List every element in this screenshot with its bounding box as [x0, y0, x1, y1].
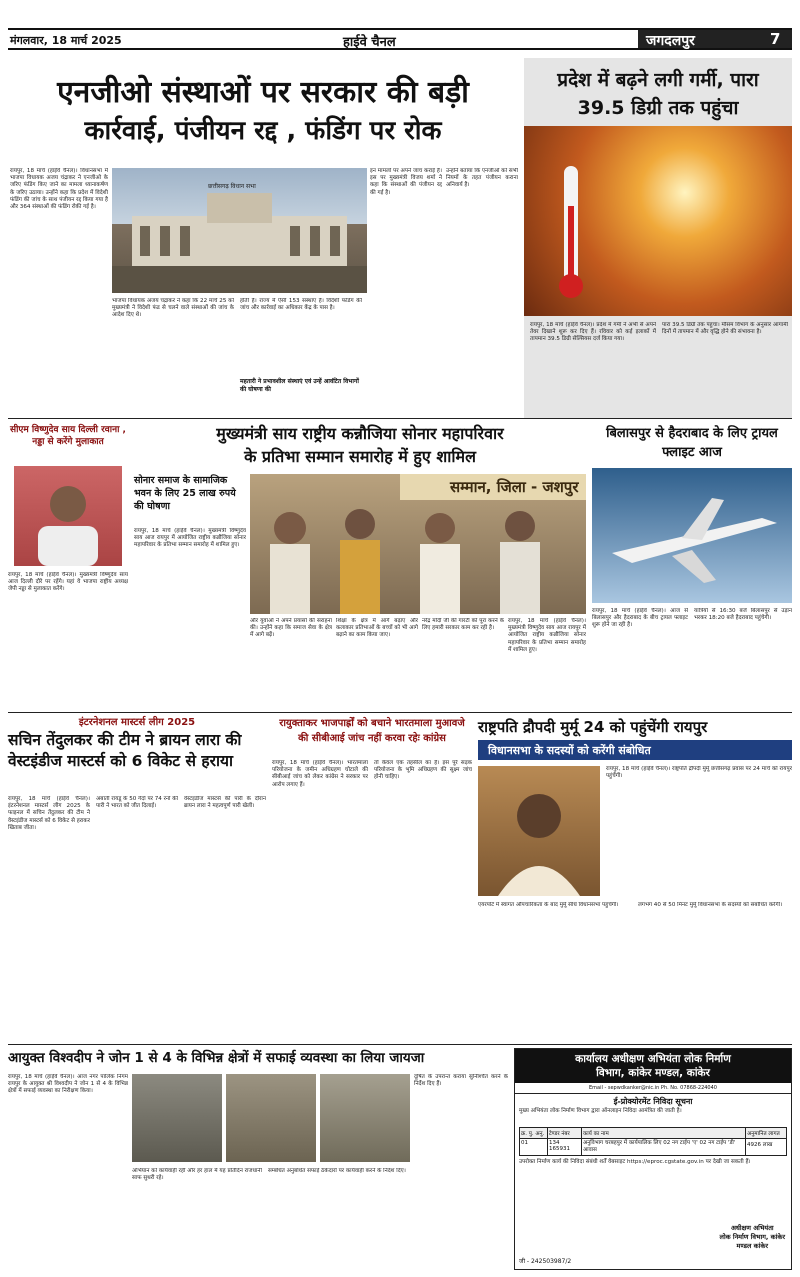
sonar-headline: [134, 422, 586, 468]
heat-col2: पारा 39.5 डिग्री तक पहुंचा। मौसम विभाग के अनुसार आगामी दिनों में तापमान में और वृद्धि होने की संभावना है।: [662, 322, 788, 336]
president-col2: एयरपोर्ट में स्वागत औपचारिकता के बाद मुर्मू सीधे विधानसभा पहुंचेंगी।: [478, 902, 619, 908]
president-story: [478, 716, 792, 1042]
lead-col5: उन्होंने बताया कि एनजीओ को सभी नियमों के तहत पंजीयन कराना अनिवार्य है।: [446, 168, 518, 189]
sonar-col4: नरेंद्र मोदी जी की गारंटी को पूरा करने के लिए हमारी सरकार काम कर रही है।: [422, 618, 504, 632]
sonar-col5: रायपुर, 18 मार्च (हाईवे चैनल)। मुख्यमंत्री विष्णुदेव साय आज रायपुर में आयोजित राष्ट्रीय कन्नौजिया सोनार महापरिवार के प्रतिभा सम्मान समारोह में शामिल हुए।: [508, 618, 586, 653]
sports-col3: वेस्टइंडीज मास्टर्स की पारी के दौरान ब्रायन लारा ने महत्वपूर्ण पारी खेली।: [184, 796, 266, 810]
congress-story: [272, 716, 472, 1042]
tender-signature-line2: लोक निर्माण विभाग, कांकेर: [719, 1233, 785, 1241]
flight-col1: रायपुर, 18 मार्च (हाईवे चैनल)। आज से बिलासपुर और हैदराबाद के बीच ट्रायल फ्लाइट शुरू होने जा रही है।: [592, 608, 688, 629]
cleanliness-photo-2: [226, 1074, 316, 1162]
lead-photo-assembly: [112, 168, 367, 293]
tender-cell-serial: 01: [520, 1139, 548, 1155]
tender-cell-number-b: 165931: [549, 1146, 570, 1152]
cleanliness-col4: दूषित के उपरान्त कराया सुनिश्चित करने के निर्देश दिए हैं।: [414, 1074, 508, 1088]
flight-photo-airplane: [592, 468, 792, 603]
sports-col2: अंबाती रायडू के 50 गेंदों पर 74 रनों की पारी ने भारत को जीत दिलाई।: [96, 796, 178, 810]
heat-story: [524, 58, 792, 418]
tender-signature-line1: अधीक्षण अभियंता: [730, 1224, 774, 1232]
cm-delhi-text: रायपुर, 18 मार्च (हाईवे चैनल)। मुख्यमंत्री विष्णुदेव साय आज दिल्ली दौरे पर रहेंगे। यहां वे भाजपा राष्ट्रीय अध्यक्ष जेपी नड्डा से मुलाकात करेंगे।: [8, 572, 128, 593]
tender-header: [515, 1049, 791, 1083]
tender-notice-title: ई-प्रोक्योरमेंट निविदा सूचना: [613, 1097, 693, 1106]
congress-col2: तो केवल एक तहसील का है। इस पूरे सड़क परियोजना के भूमि अधिग्रहण की सूक्ष्म जांच होनी चाहिए।: [374, 760, 472, 781]
cm-delhi-photo: [14, 466, 122, 566]
divider-1: [8, 418, 792, 419]
lead-headline-line2: कार्रवाई, पंजीयन रद्द , फंडिंग पर रोक: [84, 116, 442, 146]
sports-headline: सचिन तेंदुलकर की टीम ने ब्रायन लारा की वेस्टइंडीज मास्टर्स को 6 विकेट से हराया: [8, 731, 242, 770]
lead-col2: भाजपा विधायक अजय चंद्राकर ने कहा कि 22 मार्च 25 को मुख्यमंत्री ने विदेशी फंड से चलने वाले संस्थाओं की जांच के आदेश दिए थे।: [112, 298, 234, 319]
sonar-col1: रायपुर, 18 मार्च (हाईवे चैनल)। मुख्यमंत्री विष्णुदेव साय आज रायपुर में आयोजित राष्ट्रीय कन्नौजिया सोनार महापरिवार के प्रतिभा सम्मान समारोह में शामिल हुए।: [134, 528, 246, 549]
tender-cell-work: अनुविभाग चरबहपुर में कार्यपालिक लिए 02 नग टाईप 'ए' 02 नग टाईप 'डी' आवास: [582, 1139, 746, 1155]
sports-story: [8, 716, 266, 1042]
sonar-photo-banner-text: सम्मान, जिला - जशपुर: [450, 478, 579, 496]
president-subhead-bar: [478, 740, 792, 760]
cleanliness-photo-1: [132, 1074, 222, 1162]
lead-col3-wrap: [240, 298, 362, 404]
tender-title-line1: कार्यालय अधीक्षण अभियंता लोक निर्माण: [575, 1053, 731, 1065]
president-col1: रायपुर, 18 मार्च (हाईवे चैनल)। राष्ट्रपति द्रौपदी मुर्मू छत्तीसगढ़ प्रवास पर 24 मार्च को रायपुर पहुंचेंगी।: [606, 766, 792, 780]
lead-col4: इन मामलों पर अपने जांच कराई है। इस पर मुख्यमंत्री विजय शर्मा ने कहा कि संस्थाओं की पंजीयन रद्द की गई है।: [370, 168, 442, 196]
cleanliness-col1: रायपुर, 18 मार्च (हाईवे चैनल)। आज नगर पालिक निगम रायपुर के आयुक्त श्री विश्वदीप ने जोन 1 से 4 के विभिन्न क्षेत्रों में सफाई व्यवस्था का निरीक्षण किया।: [8, 1074, 128, 1095]
lead-headline: [8, 74, 518, 151]
masthead-date: मंगलवार, 18 मार्च 2025: [10, 34, 122, 47]
heat-photo-sun: [524, 126, 792, 316]
tender-th-serial: क्र. पु. अनु.: [520, 1128, 548, 1138]
masthead-page-number: 7: [770, 30, 781, 48]
tender-notes: उपरोक्त निर्माण कार्य की निविदा संबंधी शर्तें वेबसाइट https://eproc.cgstate.gov.in पर देखी जा सकती हैं।: [519, 1159, 751, 1165]
tender-table: [519, 1127, 787, 1156]
tender-cell-number: [548, 1139, 582, 1155]
masthead-paper-name: हाईवे चैनल: [343, 35, 396, 50]
cleanliness-col2: अभियान को कार्यवाही रही और हर हाल में यह प्रतिदिन राजधानी साफ सुथरी रहे।: [132, 1168, 262, 1182]
tender-notice: [514, 1048, 792, 1270]
cm-delhi-headline: सीएम विष्णुदेव साय दिल्ली रवाना , नड्डा से करेंगे मुलाकात: [10, 425, 126, 447]
masthead: [8, 28, 792, 50]
congress-col1: रायपुर, 18 मार्च (हाईवे चैनल)। भारतमाला परियोजना के जमीन अधिग्रहण घोटाले की सीबीआई जांच को लेकर कांग्रेस ने सरकार पर आरोप लगाए हैं।: [272, 760, 368, 788]
masthead-city-block: [638, 30, 792, 48]
masthead-city: जगदलपुर: [646, 33, 695, 49]
tender-th-work: कार्य का नाम: [582, 1128, 746, 1138]
flight-story: [592, 424, 792, 708]
president-subhead: विधानसभा के सदस्यों को करेंगी संबोधित: [488, 744, 651, 757]
divider-3: [8, 1044, 792, 1045]
tender-title-line2: विभाग, कांकेर मण्डल, कांकेर: [596, 1067, 710, 1079]
tender-intro: मुख्य अभियंता लोक निर्माण विभाग द्वारा ऑनलाइन निविदा आमंत्रित की जाती है।: [519, 1108, 682, 1114]
sonar-col3: शिक्षा के क्षेत्र में आगे बढ़ाएं और कलाकार प्रतिभाओं के बच्चों को भी आगे बढ़ाने का काम किया जाए।: [336, 618, 418, 639]
lead-col3-subhead: महतारी ने प्रभावशील संस्थाएं एवं उन्हें आवंटित विभागों की घोषणा की: [240, 378, 359, 393]
tender-signature-line3: मण्डल कांकेर: [736, 1242, 768, 1250]
president-headline: राष्ट्रपति द्रौपदी मुर्मू 24 को पहुंचेंगी रायपुर: [478, 718, 708, 736]
lead-photo-caption: छत्तीसगढ़ विधान सभा: [208, 183, 256, 190]
sports-kicker: इंटरनेशनल मास्टर्स लीग 2025: [78, 717, 196, 728]
flight-headline: बिलासपुर से हैदराबाद के लिए ट्रायल फ्लाइट आज: [606, 426, 778, 460]
cleanliness-col3: सम्बंधित अनुबंधित सफाई ठेकेदारों पर कार्यवाही करने के निर्देश दिए।: [268, 1168, 406, 1174]
tender-th-cost: अनुमानित लागत: [747, 1131, 780, 1137]
lead-headline-line1: एनजीओ संस्थाओं पर सरकार की बड़ी: [57, 75, 469, 110]
flight-col2: यात्रियों से 16:30 बजे बिलासपुर से उड़ान भरकर 18:20 बजे हैदराबाद पहुंचेगी।: [694, 608, 792, 622]
congress-kicker: रायुक्ताकर भाजपार्ह्रों को बचाने भारतमाला मुआवजे: [279, 718, 465, 729]
cleanliness-photo-3: [320, 1074, 410, 1162]
divider-2: [8, 712, 792, 713]
tender-cell-cost: 4926 लाख: [747, 1142, 773, 1148]
sonar-col2: और युवाओं ने अपने प्रयासों की सराहना की। उन्होंने कहा कि समाज सेवा के क्षेत्र में आगे बढ़ें।: [250, 618, 332, 639]
sports-col1: रायपुर, 18 मार्च (हाईवे चैनल)। इंटरनेशनल मास्टर्स लीग 2025 के फाइनल में सचिन तेंदुलकर की टीम ने वेस्टइंडीज मास्टर्स को 6 विकेट से हराकर खिताब जीता।: [8, 796, 90, 831]
lead-col1: रायपुर, 18 मार्च (हाईवे चैनल)। विधानसभा में भाजपा विधायक अजय चंद्राकर ने एनजीओ के जरिए फंडिंग किए जाने का मामला ध्यानाकर्षण के जरिए उठाया। उन्होंने कहा कि प्रदेश में विदेशी फंडिंग की जांच के साथ पंजीयन रद्द किया गया है और 364 संस्थाओं की फंडिंग रोकी गई है।: [10, 168, 108, 211]
sonar-photo: [250, 474, 586, 614]
congress-headline: की सीबीआई जांच नहीं करवा रहेः कांग्रेस: [298, 733, 446, 744]
tender-table-header-row: [520, 1128, 786, 1139]
heat-col1: रायपुर, 18 मार्च (हाईवे चैनल)। प्रदेश में गर्मी ने अभी से अपने तेवर दिखाने शुरू कर दिए हैं। रविवार को कई इलाकों में तापमान 39.5 डिग्री सेल्सियस दर्ज किया गया।: [530, 322, 656, 343]
sonar-headline-line2: के प्रतिभा सम्मान समारोह में हुए शामिल: [244, 447, 476, 466]
tender-th-number: टेण्डर नंबर: [548, 1128, 582, 1138]
tender-cell-number-a: 134: [549, 1140, 560, 1146]
president-photo: [478, 766, 600, 896]
cleanliness-headline: आयुक्त विश्वदीप ने जोन 1 से 4 के विभिन्न क्षेत्रों में सफाई व्यवस्था का लिया जायजा: [8, 1050, 425, 1066]
sonar-headline-line1: मुख्यमंत्री साय राष्ट्रीय कन्नौजिया सोनार महापरिवार: [216, 424, 504, 443]
tender-table-row: [520, 1139, 786, 1155]
president-col3: लगभग 40 से 50 मिनट मुर्मू विधानसभा के सदस्यों को संबोधित करेंगी।: [638, 902, 783, 908]
sonar-subhead: [134, 474, 246, 513]
cm-delhi-story: [8, 424, 128, 706]
lead-col3: होती है। राज्य में ऐसी 153 संस्थाएं हैं। विदेशी फंडिंग की जांच और कार्रवाई का अधिकार केंद्र के पास है।: [240, 298, 362, 312]
heat-headline: प्रदेश में बढ़ने लगी गर्मी, पारा 39.5 डिग्री तक पहुंचा: [557, 69, 759, 119]
sonar-subhead-text: सोनार समाज के सामाजिक भवन के लिए 25 लाख रुपये की घोषणा: [134, 475, 236, 512]
tender-email: Email - sepwdkanker@nic.in Ph. No. 07868-224040: [515, 1083, 791, 1094]
tender-reference: जी - 242503987/2: [519, 1258, 572, 1265]
tender-signature: [720, 1224, 785, 1251]
